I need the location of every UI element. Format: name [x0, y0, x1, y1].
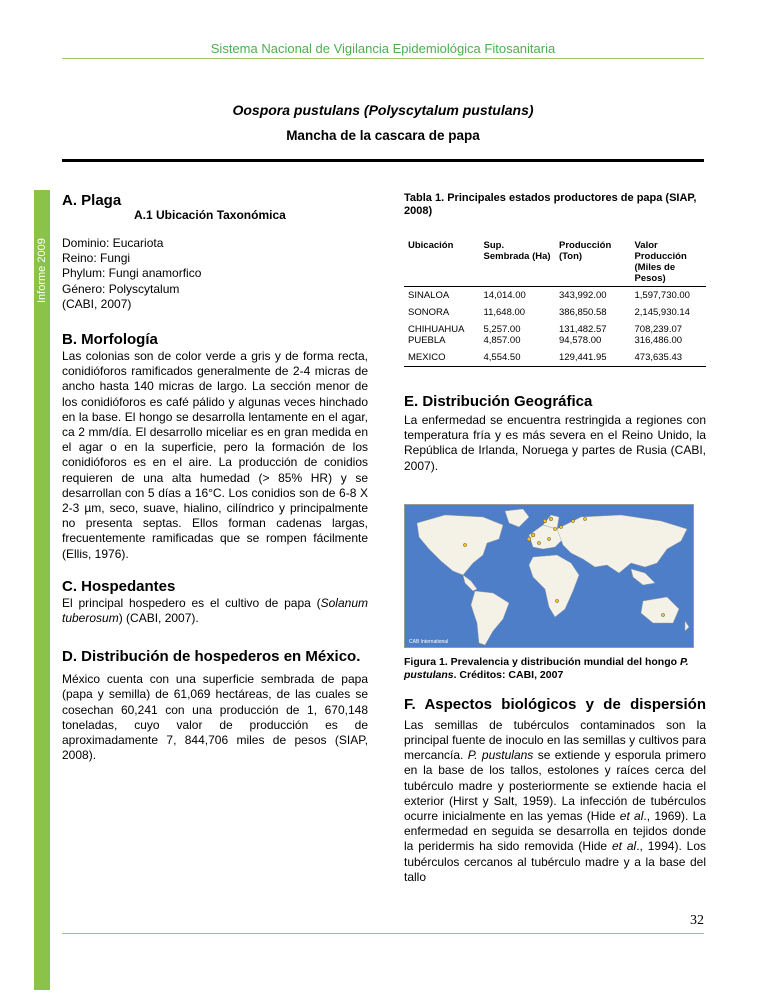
table-cell: MEXICO: [408, 352, 446, 363]
distribution-marker: [531, 533, 535, 537]
document-title: Oospora pustulans (Polyscytalum pustulans): [232, 102, 534, 118]
table-cell: CHIHUAHUA: [408, 324, 465, 335]
document-subtitle: Mancha de la cascara de papa: [286, 128, 480, 143]
table-cell: 386,850.58: [559, 307, 607, 318]
distribution-marker: [463, 543, 466, 546]
table-row: [404, 287, 706, 305]
right-column: [404, 192, 706, 885]
sidebar-bar: [34, 190, 50, 990]
table-cell: 94,578.00: [559, 335, 602, 346]
figure-caption: Figura 1. Prevalencia y distribución mundial del hongo P. pustulans. Créditos: CABI, 2007: [404, 655, 689, 681]
section-c-heading: C. Hospedantes: [62, 577, 176, 595]
table-caption: Tabla 1. Principales estados productores de papa (SIAP, 2008): [404, 192, 697, 217]
distribution-marker: [549, 517, 553, 521]
taxonomy-line: Dominio: Eucariota: [62, 236, 164, 250]
distribution-marker: [553, 527, 556, 530]
table-cell: 14,014.00: [483, 290, 526, 301]
section-d-text: México cuenta con una superficie sembrada de papa (papa y semilla) de 61,069 hectáreas, de las cuales se cosechan 60,241 con una producción de 1, 670,148 toneladas, cuyo valor de producción es de aproximadamente 7, 844,706 miles de pesos (SIAP, 2008).: [62, 672, 368, 763]
table-cell: 2,145,930.14: [634, 307, 690, 318]
greenland-shape: [505, 509, 529, 527]
distribution-marker: [555, 599, 558, 602]
section-f-heading: F. Aspectos biológicos y de dispersión: [404, 695, 706, 713]
header-divider: [62, 58, 704, 59]
distribution-marker: [559, 525, 562, 528]
table-header-cell: Valor Producción (Miles de Pesos): [634, 240, 687, 284]
table-cell: 708,239.07: [634, 324, 683, 335]
taxonomy-line: Reino: Fungi: [62, 251, 131, 266]
distribution-marker: [583, 517, 586, 520]
taxonomy-line: Género: Polyscytalum: [62, 281, 180, 296]
table-header-row: [404, 240, 706, 287]
distribution-marker: [547, 537, 550, 540]
left-column: [62, 192, 368, 763]
table-row: [404, 349, 706, 367]
table-cell: PUEBLA: [408, 335, 446, 346]
production-table: [404, 240, 706, 367]
asia-shape: [557, 515, 687, 573]
footer-divider: [62, 933, 704, 934]
table-cell: SINALOA: [408, 290, 450, 301]
header-system-name: Sistema Nacional de Vigilancia Epidemiológica Fitosanitaria: [210, 41, 556, 56]
map-credit: CAB International: [409, 638, 449, 645]
table-cell: 131,482.57: [559, 324, 607, 335]
distribution-marker: [571, 519, 574, 522]
taxonomy-line: (CABI, 2007): [62, 296, 132, 311]
section-c-text: El principal hospedero es el cultivo de papa (Solanum tuberosum) (CABI, 2007).: [62, 595, 368, 626]
sidebar-label: Informe 2009: [36, 238, 48, 303]
world-distribution-map: [404, 504, 694, 648]
section-e-text: La enfermedad se encuentra restringida a regiones con temperatura fría y es más severa en el Reino Unido, la República de Irlanda, Noruega y partes de Rusia (CABI, 2007).: [404, 413, 706, 473]
table-cell: 5,257.00: [483, 324, 521, 335]
section-a-heading: A. Plaga: [62, 192, 122, 209]
table-row: [404, 304, 706, 321]
distribution-marker: [527, 537, 531, 541]
table-cell: 129,441.95: [559, 352, 607, 363]
australia-shape: [641, 597, 679, 623]
table-cell: 316,486.00: [634, 335, 683, 346]
table-cell: 11,648.00: [483, 307, 526, 318]
distribution-marker: [661, 613, 664, 616]
title-divider: [62, 159, 704, 162]
table-header-cell: Producción (Ton): [559, 240, 612, 262]
section-b-heading: B. Morfología: [62, 331, 158, 349]
table-cell: 473,635.43: [634, 352, 683, 363]
new-zealand-shape: [685, 621, 689, 631]
central-america-shape: [463, 575, 477, 591]
table-cell: 4,857.00: [483, 335, 521, 346]
table-row: [404, 321, 706, 335]
southeast-asia-shape: [631, 569, 655, 585]
distribution-marker: [543, 519, 547, 523]
taxonomy-line: Phylum: Fungi anamorfico: [62, 266, 202, 281]
section-b-text: Las colonias son de color verde a gris y de forma recta, conidióforos ramificados generalmente de 2-4 micras de ancho hasta 140 micras de largo. La sección menor de los conidióforos es café pálido y algunas veces hinchado en la base. El hongo se desarrolla lentamente en el agar, ca 2 mm/día. El desarrollo miceliar es en gran medida en el agar o en la superficie, pero la formación de los conidióforos es en el aire. La producción de conidios requieren de una alta humedad (> 85% HR) y se desarrollan con 5 días a 16°C. Los conidios son de 6-8 X 2-3 µm, seco, suave, hialino, cilíndrico y principalmente no presenta septas. Ellos forman cadenas largas, frecuentemente ramificadas que se rompen fácilmente (Ellis, 1976).: [62, 349, 368, 561]
world-map-graphic: [405, 505, 695, 649]
africa-shape: [529, 555, 579, 617]
section-e-heading: E. Distribución Geográfica: [404, 393, 593, 410]
table-row: [404, 335, 706, 349]
section-f-text: Las semillas de tubérculos contaminados son la principal fuente de inoculo en las semillas y cultivos para mercancía. P. pustulans se extiende y esporula primero en la base de los tallos, estolones y raíces cerca del tubérculo madre y posteriormente se extiende hacia el exterior (Hirst y Salt, 1959). La infección de tubérculos ocurre inicialmente en las yemas (Hide et al., 1969). La enfermedad en seguida se desarrolla en tejidos donde la peridermis ha sido removida (Hide et al., 1994). Los tubérculos cercanos al tubérculo madre y a la base del tallo: [404, 717, 707, 884]
table-cell: 4,554.50: [483, 352, 521, 363]
table-header-cell: Sup. Sembrada (Ha): [483, 240, 551, 262]
distribution-marker: [537, 541, 540, 544]
table-cell: SONORA: [408, 307, 450, 318]
taxonomy-list: [62, 236, 368, 312]
south-america-shape: [471, 591, 509, 645]
table-header-cell: Ubicación: [408, 240, 454, 251]
section-d-heading: D. Distribución de hospederos en México.: [62, 648, 361, 666]
table-cell: 1,597,730.00: [634, 290, 690, 301]
table-cell: 343,992.00: [559, 290, 607, 301]
section-a-subheading: A.1 Ubicación Taxonómica: [134, 208, 286, 222]
north-america-shape: [417, 515, 503, 575]
page-number: 32: [690, 913, 704, 928]
